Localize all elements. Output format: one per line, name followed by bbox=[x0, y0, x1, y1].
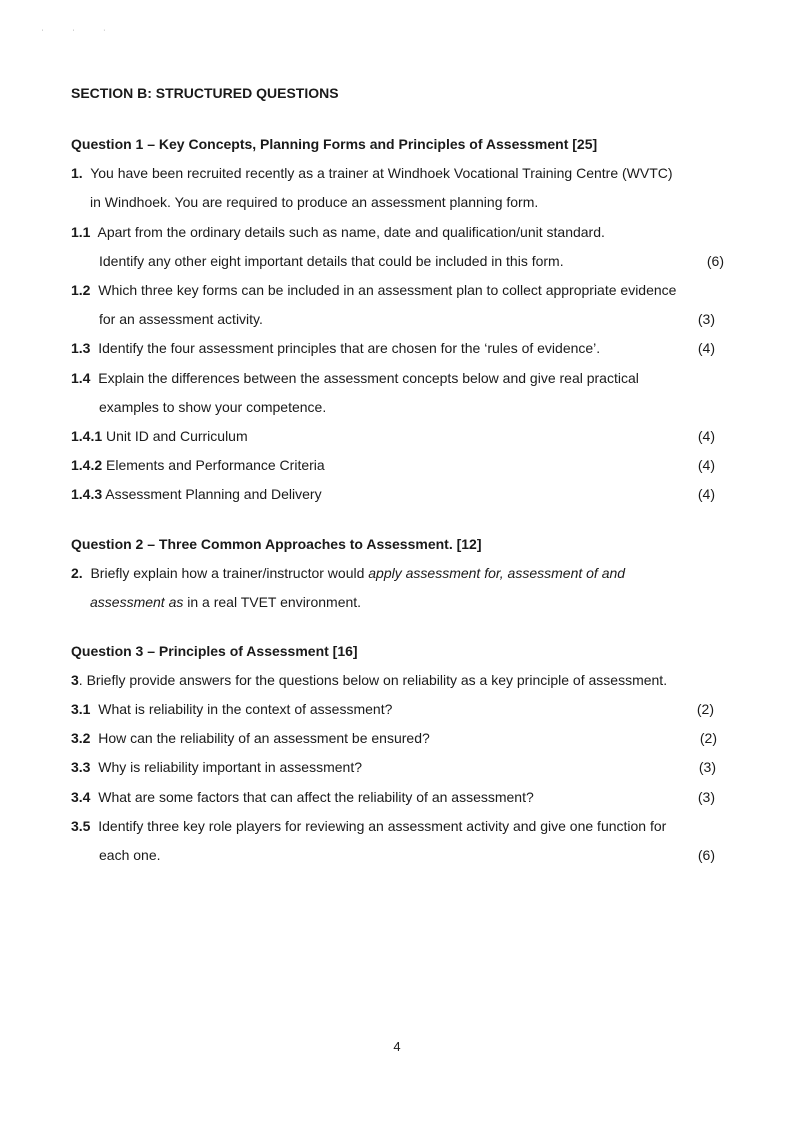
marks: (4) bbox=[697, 428, 715, 444]
item-1-4 bbox=[71, 369, 639, 387]
marks: (6) bbox=[697, 847, 715, 863]
marks: (4) bbox=[697, 340, 715, 356]
item-text: for an assessment activity. bbox=[99, 311, 263, 327]
marks: (2) bbox=[696, 701, 714, 717]
item-3-1 bbox=[71, 700, 714, 718]
item-number: 1. bbox=[71, 165, 83, 181]
item-1-2-continued bbox=[99, 310, 715, 328]
item-1-2 bbox=[71, 281, 676, 299]
item-text: You have been recruited recently as a trainer at Windhoek Vocational Training Centre (WVTC) bbox=[90, 165, 673, 181]
item-text: Which three key forms can be included in an assessment plan to collect appropriate evidence bbox=[98, 282, 677, 298]
item-text: each one. bbox=[99, 847, 161, 863]
item-number: 3.3 bbox=[71, 759, 91, 775]
item-3-3 bbox=[71, 758, 716, 776]
item-text: Unit ID and Curriculum bbox=[106, 428, 248, 444]
marks: (6) bbox=[706, 253, 724, 269]
marks: (4) bbox=[697, 486, 715, 502]
item-text: Elements and Performance Criteria bbox=[106, 457, 325, 473]
item-text: What are some factors that can affect the reliability of an assessment? bbox=[98, 789, 534, 805]
marks: (2) bbox=[699, 730, 717, 746]
item-1-1-continued bbox=[99, 252, 724, 270]
item-text: in a real TVET environment. bbox=[183, 594, 362, 610]
question-3-intro bbox=[71, 671, 667, 689]
item-1-1 bbox=[71, 223, 605, 241]
marks: (3) bbox=[697, 311, 715, 327]
question-3-heading: Question 3 – Principles of Assessment [16] bbox=[71, 643, 358, 659]
item-3-4 bbox=[71, 788, 715, 806]
item-number: 3.4 bbox=[71, 789, 91, 805]
item-number: 3.1 bbox=[71, 701, 91, 717]
item-number: 1.4.2 bbox=[71, 457, 103, 473]
item-number: 1.4 bbox=[71, 370, 91, 386]
item-3-2 bbox=[71, 729, 717, 747]
item-number: 1.1 bbox=[71, 224, 91, 240]
item-text: What is reliability in the context of assessment? bbox=[98, 701, 393, 717]
item-text: Identify three key role players for reviewing an assessment activity and give one function for bbox=[98, 818, 667, 834]
item-number: 1.4.3 bbox=[71, 486, 103, 502]
page-number: 4 bbox=[393, 1039, 401, 1054]
item-number: 3 bbox=[71, 672, 79, 688]
question-2-text bbox=[71, 564, 625, 582]
item-number: 1.2 bbox=[71, 282, 91, 298]
question-2-text-continued bbox=[90, 593, 361, 611]
marks: (3) bbox=[698, 759, 716, 775]
item-3-5-continued bbox=[99, 846, 715, 864]
item-text: Explain the differences between the assessment concepts below and give real practical bbox=[98, 370, 639, 386]
item-text-emphasis: apply assessment for, assessment of and bbox=[368, 565, 626, 581]
item-text: . Briefly provide answers for the questions below on reliability as a key principle of assessment. bbox=[78, 672, 668, 688]
item-text: Why is reliability important in assessment? bbox=[98, 759, 363, 775]
item-1-4-2 bbox=[71, 456, 715, 474]
item-number: 1.3 bbox=[71, 340, 91, 356]
item-3-5 bbox=[71, 817, 666, 835]
section-title: SECTION B: STRUCTURED QUESTIONS bbox=[71, 85, 339, 101]
item-number: 3.5 bbox=[71, 818, 91, 834]
question-2-heading: Question 2 – Three Common Approaches to Assessment. [12] bbox=[71, 536, 482, 552]
item-text: Apart from the ordinary details such as name, date and qualification/unit standard. bbox=[97, 224, 605, 240]
marks: (3) bbox=[697, 789, 715, 805]
item-text: Identify any other eight important details that could be included in this form. bbox=[99, 253, 564, 269]
question-1-intro-continued: in Windhoek. You are required to produce an assessment planning form. bbox=[90, 194, 539, 210]
item-text: Identify the four assessment principles that are chosen for the ‘rules of evidence’. bbox=[98, 340, 601, 356]
item-1-4-continued: examples to show your competence. bbox=[99, 399, 327, 415]
question-1-intro bbox=[71, 164, 673, 182]
item-1-3 bbox=[71, 339, 715, 357]
marks: (4) bbox=[697, 457, 715, 473]
scan-marks: ' ' ' bbox=[42, 30, 119, 36]
item-1-4-3 bbox=[71, 485, 715, 503]
item-number: 3.2 bbox=[71, 730, 91, 746]
item-text: Assessment Planning and Delivery bbox=[105, 486, 322, 502]
item-1-4-1 bbox=[71, 427, 715, 445]
item-number: 2. bbox=[71, 565, 83, 581]
item-text: Briefly explain how a trainer/instructor would bbox=[90, 565, 369, 581]
item-number: 1.4.1 bbox=[71, 428, 103, 444]
item-text-emphasis: assessment as bbox=[90, 594, 184, 610]
question-1-heading: Question 1 – Key Concepts, Planning Forms and Principles of Assessment [25] bbox=[71, 136, 598, 152]
item-text: How can the reliability of an assessment be ensured? bbox=[98, 730, 430, 746]
